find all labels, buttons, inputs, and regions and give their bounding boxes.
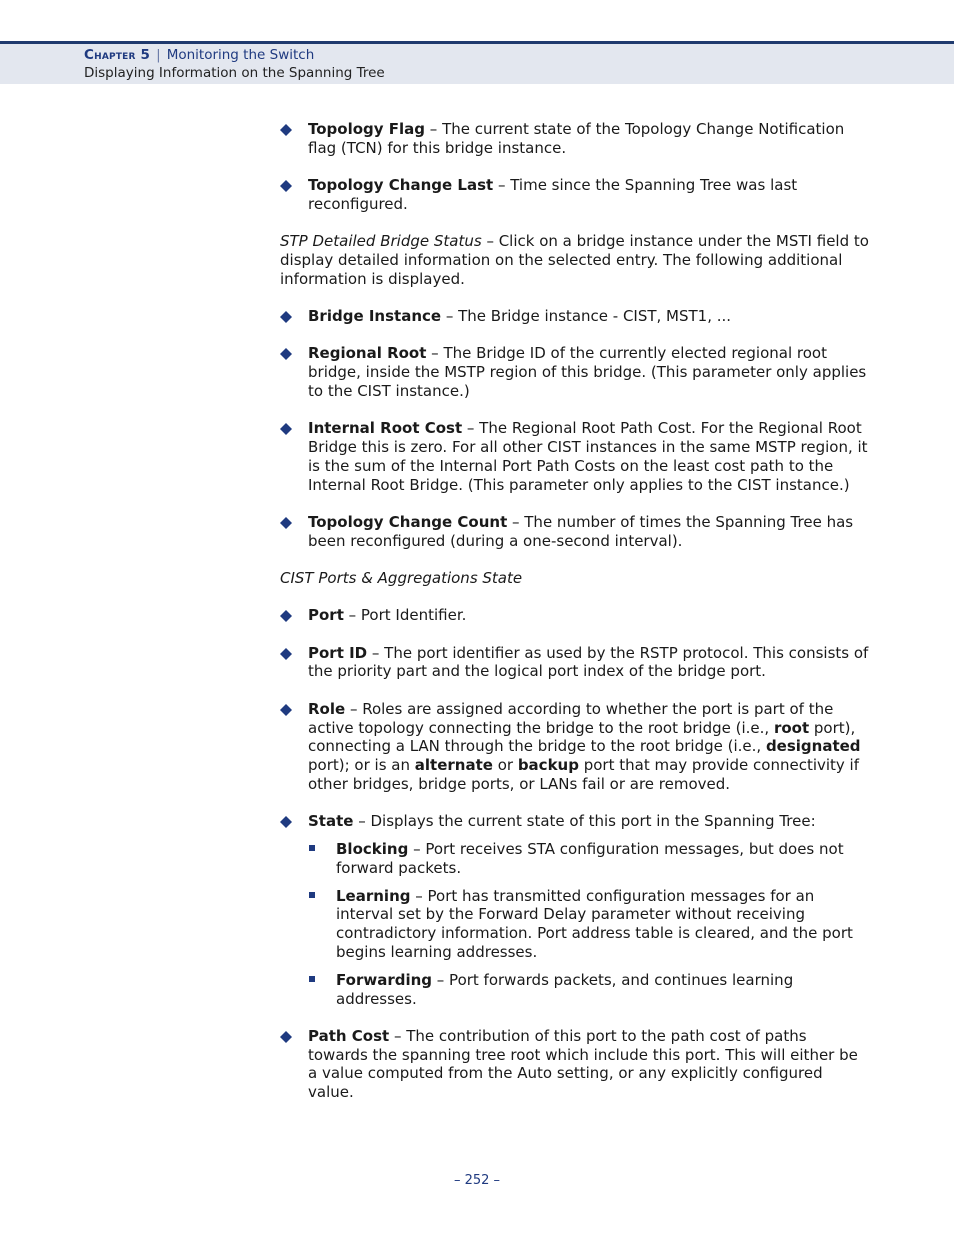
- section-title: Displaying Information on the Spanning Tree: [84, 65, 385, 81]
- diamond-bullet-icon: [280, 1031, 292, 1043]
- description: – Roles are assigned according to whether the port is part of the active topology connecting the bridge to the root bridge (i.e.,: [308, 699, 834, 737]
- diamond-bullet-icon: [280, 610, 292, 622]
- term: Topology Change Last: [308, 176, 494, 195]
- chapter-label: Chapter 5: [84, 47, 151, 63]
- description: – The Bridge instance - CIST, MST1, ...: [441, 307, 732, 326]
- description: – The current state of the Topology Change Notification flag (TCN) for this bridge instance.: [308, 120, 845, 157]
- diamond-bullet-icon: [280, 180, 292, 192]
- term: Forwarding: [336, 970, 433, 989]
- diamond-bullet-icon: [280, 704, 292, 716]
- description: port that may provide connectivity if other bridges, bridge ports, or LANs fail or are removed.: [308, 756, 860, 793]
- description: – The contribution of this port to the path cost of paths towards the spanning tree root which include this port. This will either be a value computed from the Auto setting, or any explicitly configured value.: [308, 1026, 858, 1102]
- description: – The port identifier as used by the RSTP protocol. This consists of the priority part and the logical port index of the bridge port.: [308, 643, 869, 681]
- term: Internal Root Cost: [308, 419, 463, 438]
- square-bullet-icon: [309, 976, 315, 982]
- diamond-bullet-icon: [280, 348, 292, 360]
- cist-heading: [280, 569, 870, 588]
- term: Path Cost: [308, 1026, 390, 1045]
- description: – Port forwards packets, and continues learning addresses.: [336, 970, 794, 1008]
- diamond-bullet-icon: [280, 816, 292, 828]
- role-designated: designated: [765, 737, 861, 756]
- list-item-regional-root: [280, 344, 870, 400]
- list-item-bridge-instance: [280, 307, 870, 326]
- list-item-topology-change-last: [280, 176, 870, 214]
- diamond-bullet-icon: [280, 311, 292, 323]
- description: – Displays the current state of this port in the Spanning Tree:: [353, 812, 816, 831]
- list-item-role: [280, 700, 870, 794]
- description: – The number of times the Spanning Tree has been reconfigured (during a one-second interval).: [308, 512, 854, 550]
- term: Topology Change Count: [308, 512, 508, 531]
- subheading: CIST Ports & Aggregations State: [280, 569, 523, 588]
- sublist-item-forwarding: [308, 971, 870, 1009]
- header-chapter-line: [84, 47, 314, 63]
- role-backup: backup: [517, 756, 579, 775]
- sublist-item-blocking: [308, 840, 870, 878]
- list-item-state: [280, 812, 870, 1008]
- paragraph-text: – Click on a bridge instance under the MSTI field to display detailed information on the selected entry. The following additional information is displayed.: [280, 232, 869, 288]
- diamond-bullet-icon: [280, 517, 292, 529]
- term: Learning: [336, 886, 411, 905]
- list-item-port: [280, 606, 870, 625]
- description: port), connecting a LAN through the bridge to the root bridge (i.e.,: [308, 718, 856, 756]
- description: – Port has transmitted configuration messages for an interval set by the Forward Delay parameter without receiving contradictory information. Port address table is cleared, and the port begins learning addresses.: [336, 886, 853, 961]
- square-bullet-icon: [309, 845, 315, 851]
- page-body: [280, 120, 870, 1121]
- diamond-bullet-icon: [280, 648, 292, 660]
- square-bullet-icon: [309, 892, 315, 898]
- term: State: [308, 812, 354, 831]
- sublist-item-learning: [308, 887, 870, 962]
- term: Regional Root: [308, 344, 427, 363]
- term: Role: [308, 699, 346, 718]
- description: or: [492, 756, 518, 775]
- header-separator: |: [156, 47, 161, 63]
- page-header: [0, 41, 954, 84]
- description: – The Regional Root Path Cost. For the Regional Root Bridge this is zero. For all other CIST instances in the same MSTP region, it is the sum of the Internal Port Path Costs on the least cost path to the Internal Root Bridge. (This parameter only applies to the CIST instance.): [308, 419, 868, 494]
- list-item-topology-change-count: [280, 513, 870, 551]
- paragraph-lead: STP Detailed Bridge Status: [280, 232, 482, 251]
- description: – The Bridge ID of the currently elected regional root bridge, inside the MSTP region of this bridge. (This parameter only applies to the CIST instance.): [308, 344, 867, 400]
- list-item-topology-flag: [280, 120, 870, 158]
- term: Bridge Instance: [308, 307, 442, 326]
- role-alternate: alternate: [414, 756, 493, 775]
- list-item-internal-root-cost: [280, 419, 870, 494]
- chapter-title: Monitoring the Switch: [166, 47, 315, 63]
- description: – Port Identifier.: [343, 606, 467, 625]
- description: – Time since the Spanning Tree was last reconfigured.: [308, 176, 798, 213]
- term: Topology Flag: [308, 120, 426, 138]
- stp-detail-paragraph: [280, 232, 870, 288]
- term: Port: [308, 606, 344, 625]
- term: Blocking: [336, 840, 409, 859]
- page-number: – 252 –: [453, 1173, 501, 1188]
- list-item-path-cost: [280, 1027, 870, 1102]
- role-root: root: [773, 718, 810, 737]
- description: – Port receives STA configuration messages, but does not forward packets.: [336, 840, 844, 877]
- diamond-bullet-icon: [280, 124, 292, 136]
- list-item-port-id: [280, 644, 870, 682]
- diamond-bullet-icon: [280, 423, 292, 435]
- term: Port ID: [308, 643, 368, 662]
- description: port); or is an: [308, 756, 415, 775]
